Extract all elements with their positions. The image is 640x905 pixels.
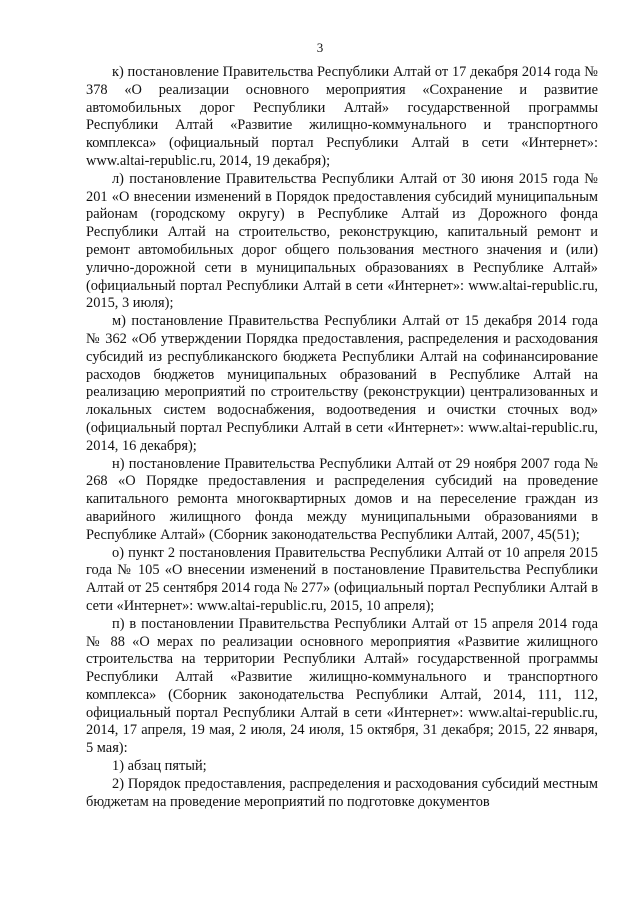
paragraph-n: н) постановление Правительства Республики Алтай от 29 ноября 2007 года № 268 «О Порядке предоставления и распределения субсидий на проведение капитального ремонта многоквартирных домов и на переселение граждан из аварийного жилищного фонда между муниципальными образованиями в Республике Алтай» (Сборник законодательства Республики Алтай, 2007, 45(51); <box>86 455 598 543</box>
paragraph-p-item-2: 2) Порядок предоставления, распределения и расходования субсидий местным бюджетам на проведение мероприятий по подготовке документов <box>86 775 598 810</box>
paragraph-k: к) постановление Правительства Республики Алтай от 17 декабря 2014 года № 378 «О реализации основного мероприятия «Сохранение и развитие автомобильных дорог Республики Алтай» государственной программы Республики Алтай «Развитие жилищно-коммунального и транспортного комплекса» (официальный портал Республики Алтай в сети «Интернет»: www.altai-republic.ru, 2014, 19 декабря); <box>86 64 598 169</box>
paragraph-p-item-1: 1) абзац пятый; <box>112 758 207 775</box>
paragraph-o: о) пункт 2 постановления Правительства Республики Алтай от 10 апреля 2015 года № 105 «О внесении изменений в постановление Правительства Республики Алтай от 25 сентября 2014 года № 277» (официальный портал Республики Алтай в сети «Интернет»: www.altai-republic.ru, 2015, 10 апреля); <box>86 544 598 614</box>
paragraph-l: л) постановление Правительства Республики Алтай от 30 июня 2015 года № 201 «О внесении изменений в Порядок предоставления субсидий муниципальным районам (городскому округу) в Республике Алтай из Дорожного фонда Республики Алтай на строительство, реконструкцию, капитальный ремонт и ремонт автомобильных дорог общего пользования местного значения и (или) улично-дорожной сети в муниципальных образованиях в Республике Алтай» (официальный портал Республики Алтай в сети «Интернет»: www.altai-republic.ru, 2015, 3 июля); <box>86 170 598 312</box>
paragraph-m: м) постановление Правительства Республики Алтай от 15 декабря 2014 года № 362 «Об утверждении Порядка предоставления, распределения и расходования субсидий из республиканского бюджета Республики Алтай на софинансирование расходов бюджетов муниципальных образований в Республике Алтай на реализацию мероприятий по строительству (реконструкции) централизованных и локальных систем водоснабжения, водоотведения и очистки сточных вод» (официальный портал Республики Алтай в сети «Интернет»: www.altai-republic.ru, 2014, 16 декабря); <box>86 313 598 454</box>
paragraph-p: п) в постановлении Правительства Республики Алтай от 15 апреля 2014 года № 88 «О мерах по реализации основного мероприятия «Развитие жилищного строительства на территории Республики Алтай» государственной программы Республики Алтай «Развитие жилищно-коммунального и транспортного комплекса» (Сборник законодательства Республики Алтай, 2014, 111, 112, официальный портал Республики Алтай в сети «Интернет»: www.altai-republic.ru, 2014, 17 апреля, 19 мая, 2 июля, 24 июля, 15 октября, 31 декабря; 2015, 22 января, 5 мая): <box>86 615 598 757</box>
page-number: 3 <box>316 40 324 55</box>
document-body <box>86 64 598 811</box>
